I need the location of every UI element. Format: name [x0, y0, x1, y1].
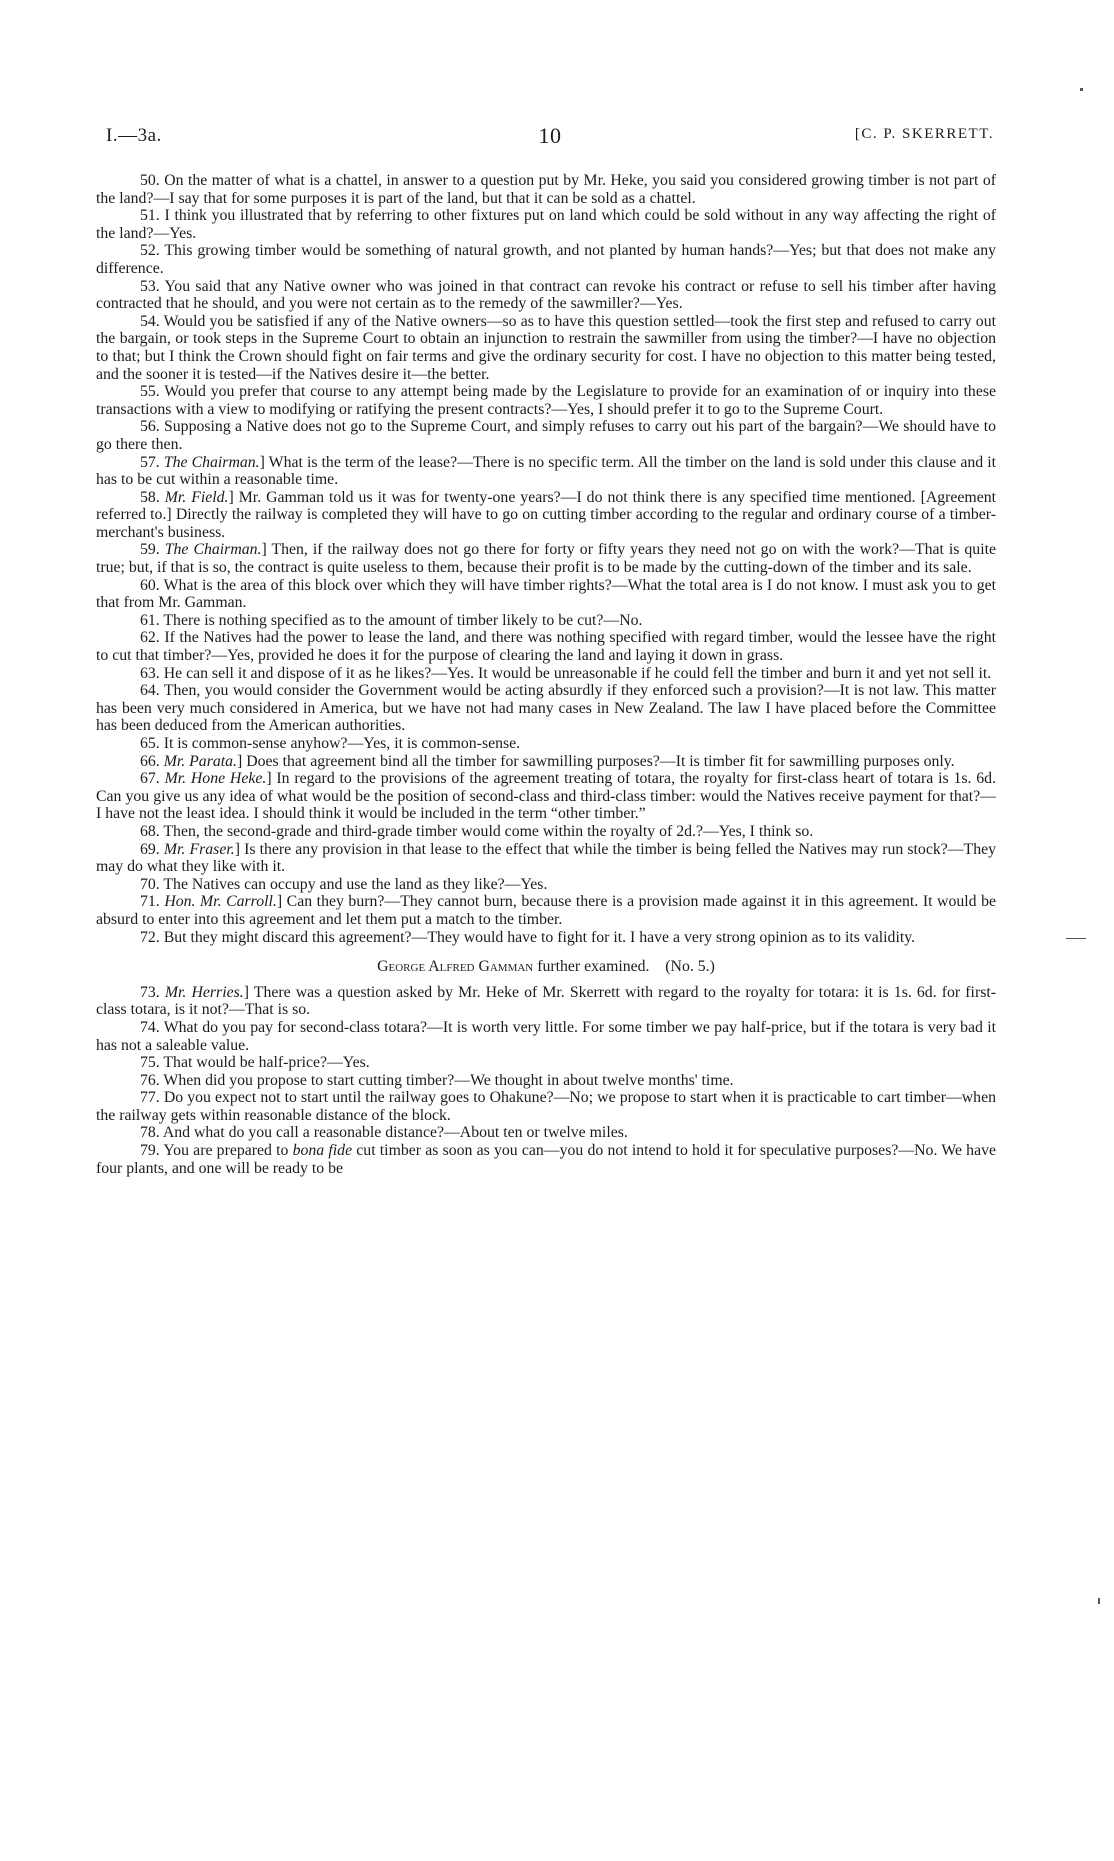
paper-reference: I.—3a.: [106, 125, 162, 146]
paragraph-text: ] What is the term of the lease?—There is no specific term. All the timber on the land is sold under this clause and it has to be cut within a reasonable time.: [96, 453, 997, 489]
speaker-name: Mr. Field.: [164, 488, 229, 506]
paragraph: 50. On the matter of what is a chattel, in answer to a question put by Mr. Heke, you said you considered growing timber is not part of the land?—I say that for some purposes it is part of the land, but that it can be sold as a chattel.: [96, 172, 996, 207]
paragraph: 62. If the Natives had the power to lease the land, and there was nothing specified with regard timber, would the lessee have the right to cut that timber?—Yes, provided he does it for the purpose of clearing the land and laying it down in grass.: [96, 629, 996, 665]
paragraph: 70. The Natives can occupy and use the land as they like?—Yes.: [140, 875, 548, 893]
paragraph: 64. Then, you would consider the Government would be acting absurdly if they enforced such a provision?—It is not law. This matter has been very much considered in America, but we have not had many cases in New Zealand. The law I have placed before the Committee has been deduced from the American authorities.: [96, 682, 996, 735]
question-number: 71.: [140, 893, 160, 911]
witness-number: (No. 5.): [665, 958, 715, 976]
paragraph-text: ] Mr. Gamman told us it was for twenty-one years?—I do not think there is any specified time mentioned. [Agreement referred to.] Directly the railway is completed they will have to go on cutting timber according to the regular and ordinary course of a timber-merchant's business.: [96, 488, 996, 541]
paragraph: 52. This growing timber would be something of natural growth, and not planted by human hands?—Yes; but that does not make any difference.: [96, 242, 996, 277]
paragraph: 51. I think you illustrated that by referring to other fixtures put on land which could be sold without in any way affecting the right of the land?—Yes.: [96, 207, 996, 242]
paragraph: 63. He can sell it and dispose of it as he likes?—Yes. It would be unreasonable if he could fell the timber and burn it and yet not sell it.: [140, 664, 992, 682]
paragraph: [96, 893, 996, 928]
paragraph: [96, 1142, 996, 1177]
paragraph-text: ] In regard to the provisions of the agreement treating of totara, the royalty for first-class heart of totara is 1s. 6d. Can you give us any idea of what would be the position of second-class and third-class timber: would the Natives receive payment for that?—I have not the least idea. I should think it would be included in the term “other timber.”: [96, 770, 997, 823]
paragraph: 78. And what do you call a reasonable distance?—About ten or twelve miles.: [140, 1124, 628, 1142]
scan-mark: [1080, 88, 1083, 91]
paragraph: [96, 984, 996, 1019]
speaker-name: Mr. Hone Heke.: [164, 770, 267, 788]
speaker-name: Mr. Fraser.: [163, 840, 235, 858]
paragraph: [96, 770, 996, 823]
paragraph: 60. What is the area of this block over which they will have timber rights?—What the total area is I do not know. I must ask you to get that from Mr. Gamman.: [96, 576, 996, 612]
witness-name: George Alfred Gamman: [377, 958, 534, 976]
speaker-name: Hon. Mr. Carroll.: [164, 893, 277, 911]
paragraph: 76. When did you propose to start cutting timber?—We thought in about twelve months' time.: [140, 1071, 734, 1089]
paragraph: 53. You said that any Native owner who was joined in that contract can revoke his contract or refuse to sell his timber after having contracted that he should, and you were not certain as to the remedy of the sawmiller?—Yes.: [96, 277, 996, 313]
document-body: [96, 172, 996, 1177]
paragraph: 68. Then, the second-grade and third-grade timber would come within the royalty of 2d.?—Yes, I think so.: [140, 822, 814, 840]
witness-heading-text: further examined.: [533, 958, 650, 976]
paragraph: 54. Would you be satisfied if any of the Native owners—so as to have this question settled—took the first step and refused to carry out the bargain, or took steps in the Supreme Court to obtain an injunction to restrain the sawmiller from using the timber?—I have no objection to that; but I think the Crown should fight on fair terms and give the ordinary security for cost. I have no objection to this matter being tested, and the sooner it is tested—if the Natives desire it—the better.: [96, 312, 996, 383]
paragraph: [96, 489, 996, 542]
paragraph-text: ] Can they burn?—They cannot burn, because there is a provision made against it in this agreement. It would be absurd to enter into this agreement and let them put a match to the timber.: [96, 893, 996, 928]
question-number: 69.: [140, 840, 160, 858]
speaker-name: Mr. Parata.: [163, 752, 237, 770]
paragraph: 61. There is nothing specified as to the amount of timber likely to be cut?—No.: [140, 611, 643, 629]
question-number: 59.: [140, 541, 160, 559]
paragraph: 65. It is common-sense anyhow?—Yes, it is common-sense.: [140, 735, 521, 752]
question-number: 66.: [140, 752, 160, 770]
question-number: 57.: [140, 453, 160, 471]
paragraph: 55. Would you prefer that course to any attempt being made by the Legislature to provide for an examination of or inquiry into these transactions with a view to modifying or ratifying the present contracts?—Yes, I should prefer it to go to the Supreme Court.: [96, 383, 996, 418]
scan-mark: [1066, 938, 1086, 939]
paragraph: [96, 454, 996, 489]
paragraph: 56. Supposing a Native does not go to the Supreme Court, and simply refuses to carry out his part of the bargain?—We should have to go there then.: [96, 418, 996, 453]
paragraph: 77. Do you expect not to start until the railway goes to Ohakune?—No; we propose to start when it is practicable to cart timber—when the railway gets within reasonable distance of the block.: [96, 1089, 996, 1124]
paragraph: 75. That would be half-price?—Yes.: [140, 1054, 370, 1072]
paragraph: [96, 753, 996, 771]
paragraph-text: ] There was a question asked by Mr. Heke of Mr. Skerrett with regard to the royalty for totara: it is 1s. 6d. for first-class totara, is it not?—That is so.: [96, 983, 996, 1019]
paragraph-text: ] Is there any provision in that lease to the effect that while the timber is being felled the Natives may run stock?—They may do what they like with it.: [96, 840, 997, 876]
question-number: 67.: [140, 770, 160, 788]
paragraph: [96, 541, 996, 576]
italic-phrase: bona fide: [292, 1142, 353, 1160]
paragraph: 74. What do you pay for second-class totara?—It is worth very little. For some timber we pay half-price, but if the totara is very bad it has not a saleable value.: [96, 1018, 996, 1054]
speaker-name: Mr. Herries.: [164, 983, 244, 1001]
paragraph-text: ] Then, if the railway does not go there for forty or fifty years they need not go on with the work?—That is quite true; but, if that is so, the contract is quite useless to them, because their profit is to be made by the cutting-down of the timber and its sale.: [96, 541, 996, 577]
page-header: [106, 125, 994, 153]
page-number: 10: [538, 123, 562, 148]
question-number: 58.: [140, 488, 160, 506]
paragraph: 72. But they might discard this agreement?—They would have to fight for it. I have a very strong opinion as to its validity.: [140, 928, 916, 946]
paragraph-text: cut timber as soon as you can—you do not intend to hold it for speculative purposes?—No. We have four plants, and one will be ready to be: [96, 1142, 996, 1177]
witness-heading: [96, 958, 996, 976]
scan-mark: [1098, 1598, 1100, 1604]
paragraph: [96, 841, 996, 876]
paragraph-text: 79. You are prepared to: [140, 1142, 293, 1160]
paragraph-text: ] Does that agreement bind all the timber for sawmilling purposes?—It is timber fit for sawmilling purposes only.: [237, 752, 955, 770]
speaker-name: The Chairman.: [163, 453, 260, 471]
speaker-name: The Chairman.: [164, 541, 262, 559]
question-number: 73.: [140, 983, 160, 1001]
witness-running-head: [C. P. SKERRETT.: [854, 126, 994, 142]
